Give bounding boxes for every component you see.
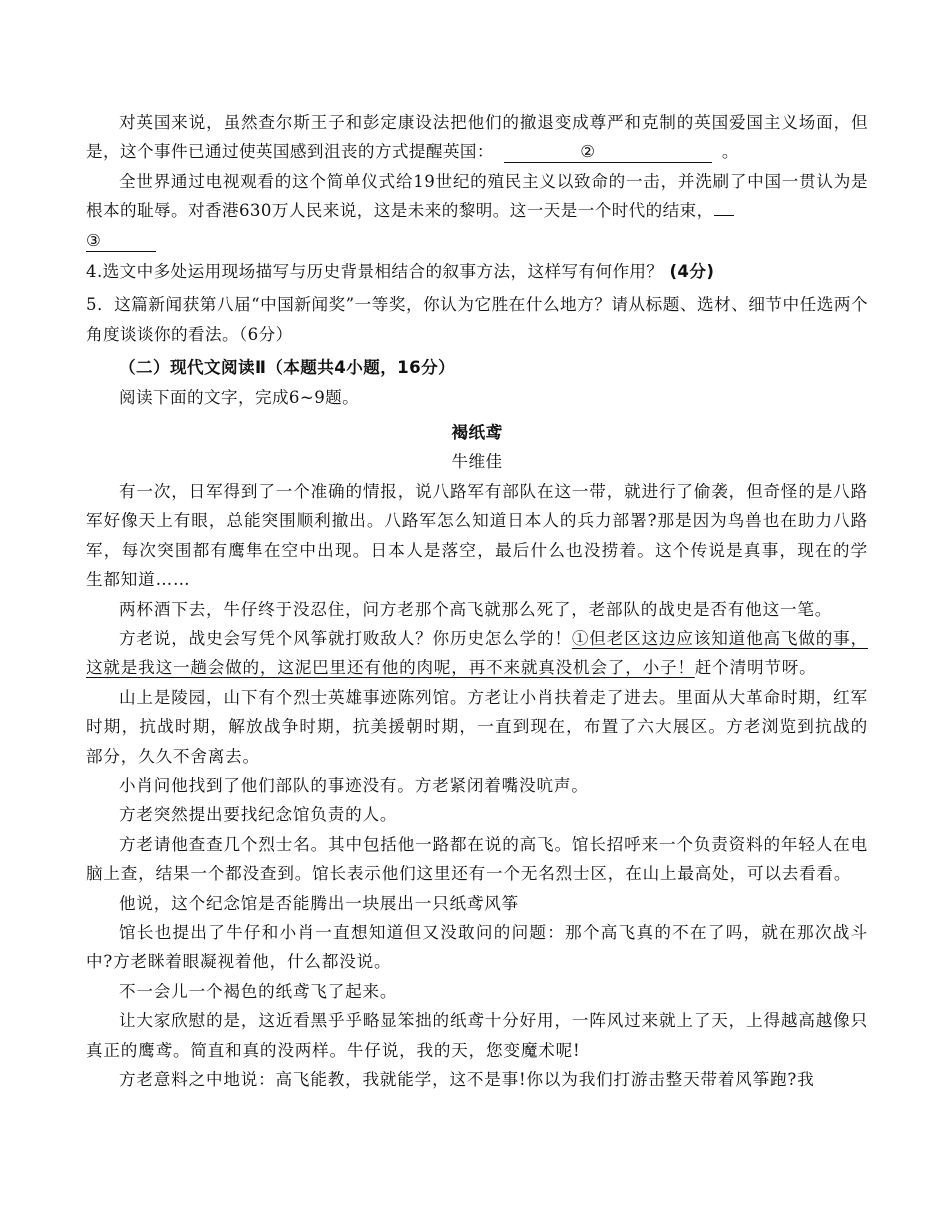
reading-instruction: 阅读下面的文字，完成6~9题。 [119,387,360,407]
passage-paragraph-1: 对英国来说，虽然查尔斯王子和彭定康设法把他们的撤退变成尊严和克制的英国爱国主义场面，但是，这个事件已通过使英国感到沮丧的方式提醒英国： ② 。 [86,113,868,162]
answer-blank-3-start [714,215,734,216]
story-paragraph: 小肖问他找到了他们部队的事迹没有。方老紧闭着嘴没吭声。 [119,775,589,795]
answer-blank-2[interactable]: ② [504,142,712,163]
question-4: 4.选文中多处运用现场描写与历史背景相结合的叙事方法，这样写有何作用？ (4分) [86,262,715,282]
story-author: 牛维佳 [451,452,503,472]
passage-paragraph-2: 全世界通过电视观看的这个简单仪式给19世纪的殖民主义以致命的一击，并洗刷了中国一贯认为是根本的耻辱。对香港630万人民来说，这是未来的黎明。这一天是一个时代的结束， ③ [86,171,868,250]
story-body [86,477,868,1095]
underlined-sentence-1: ①但老区这边应该知道他高飞做的事，这就是我这一趟会做的，这泥巴里还有他的肉呢，再不来就真没机会了，小子！ [86,628,868,678]
story-paragraph: 有一次，日军得到了一个准确的情报，说八路军有部队在这一带，就进行了偷袭，但奇怪的是八路军好像天上有眼，总能突围顺利撤出。八路军怎么知道日本人的兵力部署?那是因为鸟兽也在助力八路军，每次突围都有鹰隼在空中出现。日本人是落空，最后什么也没捞着。这个传说是真事，现在的学生都知道…… [86,481,868,590]
question-5: 5．这篇新闻获第八届“中国新闻奖”一等奖，你认为它胜在什么地方？请从标题、选材、细节中任选两个角度谈谈你的看法。（6分） [86,295,868,344]
question-4-score: (4分) [669,262,715,282]
answer-blank-3[interactable]: ③ [86,231,156,252]
story-paragraph: 方老请他查查几个烈士名。其中包括他一路都在说的高飞。馆长招呼来一个负责资料的年轻人在电脑上查，结果一个都没查到。馆长表示他们这里还有一个无名烈士区，在山上最高处，可以去看看。 [86,834,868,884]
story-paragraph: 他说，这个纪念馆是否能腾出一块展出一只纸鸢风筝 [119,893,520,913]
document-page [86,108,868,1094]
story-paragraph: 方老突然提出要找纪念馆负责的人。 [119,805,398,825]
story-paragraph: 山上是陵园，山下有个烈士英雄事迹陈列馆。方老让小肖扶着走了进去。里面从大革命时期，红军时期，抗战时期，解放战争时期，抗美援朝时期，一直到现在，布置了六大展区。方老浏览到抗战的部分，久久不舍离去。 [86,687,868,766]
story-paragraph: 不一会儿一个褐色的纸鸢飞了起来。 [119,981,398,1001]
story-paragraph: 两杯酒下去，牛仔终于没忍住，问方老那个高飞就那么死了，老部队的战史是否有他这一笔。 [119,599,833,619]
story-paragraph: 馆长也提出了牛仔和小肖一直想知道但又没敢问的问题：那个高飞真的不在了吗，就在那次战斗中?方老眯着眼凝视着他，什么都没说。 [86,922,868,972]
section-heading: （二）现代文阅读Ⅱ（本题共4小题，16分） [119,358,456,378]
story-paragraph: 让大家欣慰的是，这近看黑乎乎略显笨拙的纸鸢十分好用，一阵风过来就上了天，上得越高越像只真正的鹰鸢。简直和真的没两样。牛仔说，我的天，您变魔术呢! [86,1011,868,1060]
story-paragraph: 方老意料之中地说：高飞能教，我就能学，这不是事!你以为我们打游击整天带着风筝跑?我 [119,1070,815,1089]
story-paragraph-underlined: 方老说，战史会写凭个风筝就打败敌人？你历史怎么学的！①但老区这边应该知道他高飞做的事，这就是我这一趟会做的，这泥巴里还有他的肉呢，再不来就真没机会了，小子！赶个清明节呀。 [86,628,868,678]
story-title: 褐纸鸢 [451,423,503,443]
